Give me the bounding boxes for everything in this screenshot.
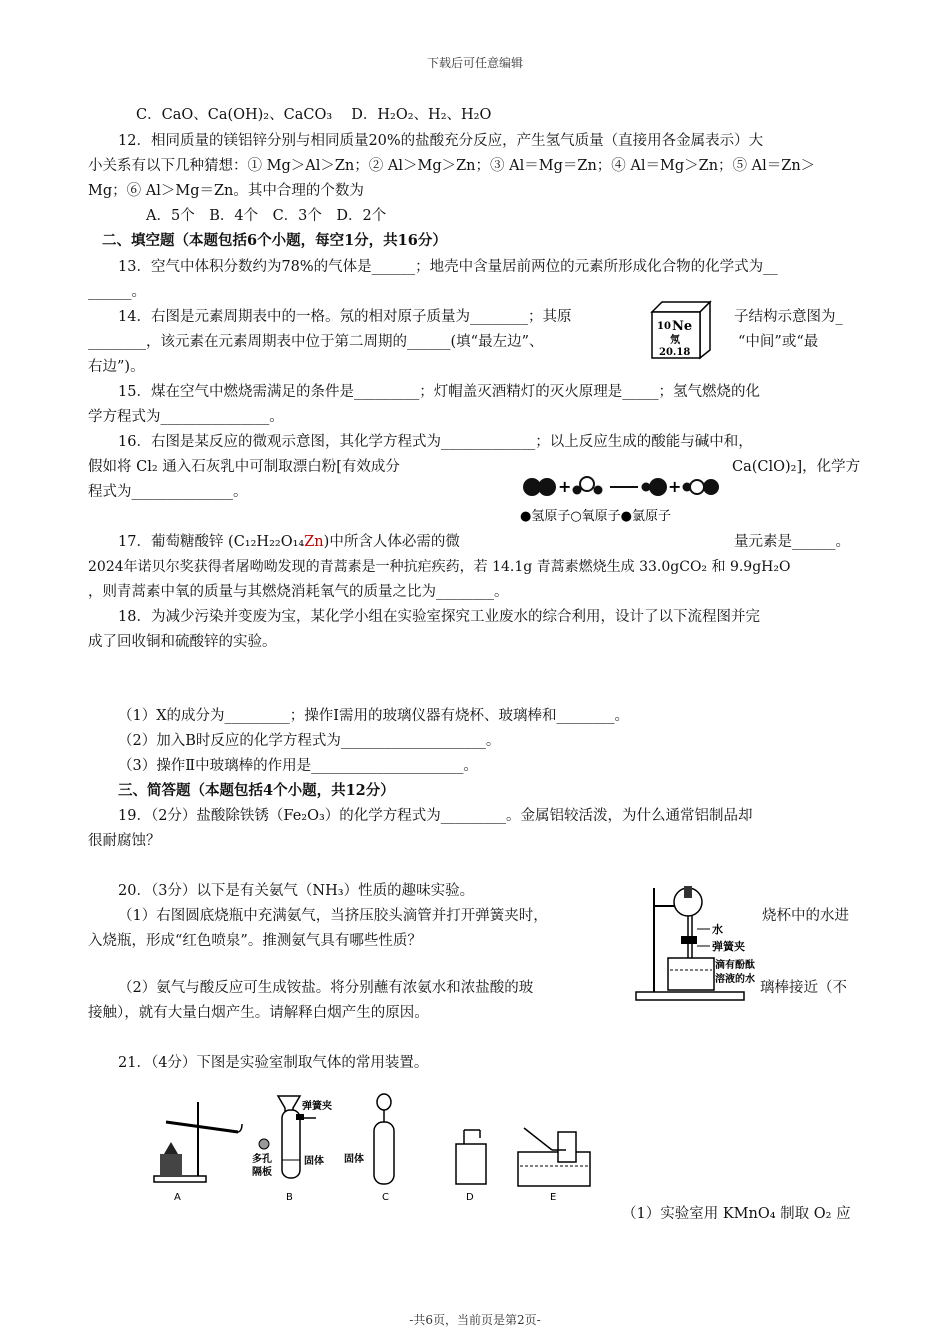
q20-text-5: 接触），就有大量白烟产生。请解释白烟产生的原因。 xyxy=(88,1005,429,1021)
q14-text-1a: 14．右图是元素周期表中的一格。氖的相对原子质量为________；其原 xyxy=(118,309,572,325)
svg-text:+: + xyxy=(668,477,682,496)
q17-text-1b: 量元素是______。 xyxy=(734,534,850,550)
q12-text-2: 小关系有以下几种猜想：① Mg＞Al＞Zn；② Al＞Mg＞Zn；③ Al＝Mg＝Zn；④ Al＝Mg＞Zn；⑤ Al＝Zn＞ xyxy=(88,158,816,174)
apparatus-c xyxy=(344,1094,394,1203)
q14-text-3: 右边”)。 xyxy=(88,359,145,375)
label-b-plate-2: 隔板 xyxy=(252,1167,272,1178)
q18-text-1: 18．为减少污染并变废为宝，某化学小组在实验室探究工业废水的综合利用，设计了以下流程图并完 xyxy=(118,609,760,625)
reaction-legend: ●氢原子○氧原子●氯原子 xyxy=(520,509,672,524)
fountain-water-label: 水 xyxy=(712,923,723,936)
q18-sub-2: （2）加入B时反应的化学方程式为____________________。 xyxy=(118,733,501,749)
q16-text-2a: 假如将 Cl₂ 通入石灰乳中可制取漂白粉[有效成分 xyxy=(88,459,400,475)
q18-text-2: 成了回收铜和硫酸锌的实验。 xyxy=(88,634,277,650)
apparatus-b xyxy=(252,1096,332,1203)
section-3-title: 三、简答题（本题包括4个小题，共12分） xyxy=(118,782,395,799)
ne-name: 氖 xyxy=(670,335,680,346)
label-b: B xyxy=(286,1192,293,1203)
reaction-micro-diagram xyxy=(520,470,720,528)
q18-sub-3: （3）操作Ⅱ中玻璃棒的作用是_____________________。 xyxy=(118,758,478,774)
q14-text-2a: ________，该元素在元素周期表中位于第二周期的______(填“最左边”、 xyxy=(88,334,544,350)
ne-number: 10 xyxy=(657,321,671,332)
q13-text-2: ______。 xyxy=(88,284,146,300)
page-header: 下载后可任意编辑 xyxy=(426,56,523,70)
label-d: D xyxy=(466,1192,474,1203)
section-2-title: 二、填空题（本题包括6个小题，每空1分，共16分） xyxy=(102,232,447,249)
q18-sub-1: （1）X的成分为_________；操作Ⅰ需用的玻璃仪器有烧杯、玻璃棒和________。 xyxy=(118,708,630,724)
q20-text-4b: 璃棒接近（不 xyxy=(760,980,847,996)
q19-text-2: 很耐腐蚀？ xyxy=(88,833,161,849)
label-e: E xyxy=(550,1192,557,1203)
apparatus-d xyxy=(456,1130,486,1203)
ammonia-fountain-apparatus xyxy=(628,880,760,1004)
label-b-plate-1: 多孔 xyxy=(252,1154,272,1165)
q13-text-1: 13．空气中体积分数约为78%的气体是______；地壳中含量居前两位的元素所形成化合物的化学式为__ xyxy=(118,259,778,275)
label-b-solid: 固体 xyxy=(304,1156,324,1167)
gas-apparatus-figure xyxy=(146,1088,606,1210)
q12-options: A．5个 B．4个 C．3个 D．2个 xyxy=(146,208,387,224)
svg-text:+: + xyxy=(558,477,572,496)
ne-symbol: Ne xyxy=(672,319,693,334)
q14-text-1b: 子结构示意图为_ xyxy=(734,309,843,325)
q20-text-1: 20．（3分）以下是有关氨气（NH₃）性质的趣味实验。 xyxy=(118,883,475,899)
label-c-solid: 固体 xyxy=(344,1154,364,1165)
q14-text-2b: “中间”或“最 xyxy=(738,334,819,350)
q20-text-2b: 烧杯中的水进 xyxy=(762,908,849,924)
q15-text-2: 学方程式为_______________。 xyxy=(88,409,284,425)
neon-periodic-cell xyxy=(648,298,712,360)
q17-text-3: ，则青蒿素中氧的质量与其燃烧消耗氧气的质量之比为________。 xyxy=(88,584,509,600)
label-a: A xyxy=(174,1192,181,1203)
page-footer: -共6页，当前页是第2页- xyxy=(409,1313,541,1327)
q20-text-3: 入烧瓶，形成“红色喷泉”。推测氨气具有哪些性质？ xyxy=(88,933,422,949)
q12-text-1: 12．相同质量的镁铝锌分别与相同质量20%的盐酸充分反应，产生氢气质量（直接用各金属表示）大 xyxy=(118,133,764,149)
q12-text-3: Mg；⑥ Al＞Mg＝Zn。其中合理的个数为 xyxy=(88,183,364,199)
fountain-beaker-label-1: 滴有酚酞 xyxy=(715,960,755,971)
apparatus-a xyxy=(154,1102,242,1203)
q16-text-2b: Ca(ClO)₂]，化学方 xyxy=(732,459,861,475)
q17-text-2: 2024年诺贝尔奖获得者屠呦呦发现的青蒿素是一种抗疟疾药，若 14.1g 青蒿素燃烧生成 33.0gCO₂ 和 9.9gH₂O xyxy=(88,559,791,575)
q16-text-3: 程式为______________。 xyxy=(88,484,248,500)
apparatus-e xyxy=(518,1128,590,1203)
q17-text-1a: 17．葡萄糖酸锌 (C₁₂H₂₂O₁₄Zn)中所含人体必需的微 xyxy=(118,534,460,550)
label-c: C xyxy=(382,1192,389,1203)
q11-option-cd: C．CaO、Ca(OH)₂、CaCO₃ D．H₂O₂、H₂、H₂O xyxy=(136,107,492,123)
q21-sub-1: （1）实验室用 KMnO₄ 制取 O₂ 应 xyxy=(622,1206,851,1222)
q16-text-1: 16．右图是某反应的微观示意图，其化学方程式为_____________；以上反应生成的酸能与碱中和， xyxy=(118,434,753,450)
q20-text-4a: （2）氨气与酸反应可生成铵盐。将分别蘸有浓氨水和浓盐酸的玻 xyxy=(118,980,534,996)
q15-text-1: 15．煤在空气中燃烧需满足的条件是_________；灯帽盖灭酒精灯的灭火原理是_____；氢气燃烧的化 xyxy=(118,384,760,400)
q20-text-2a: （1）右图圆底烧瓶中充满氨气，当挤压胶头滴管并打开弹簧夹时， xyxy=(118,908,548,924)
fountain-clamp-label: 弹簧夹 xyxy=(712,940,745,953)
q19-text-1: 19．（2分）盐酸除铁锈（Fe₂O₃）的化学方程式为_________。金属铝较活泼，为什么通常铝制品却 xyxy=(118,808,753,824)
ne-mass: 20.18 xyxy=(659,347,691,358)
fountain-beaker-label-2: 溶液的水 xyxy=(715,974,755,985)
q21-text-1: 21．（4分）下图是实验室制取气体的常用装置。 xyxy=(118,1055,429,1071)
label-b-clamp: 弹簧夹 xyxy=(302,1101,332,1112)
